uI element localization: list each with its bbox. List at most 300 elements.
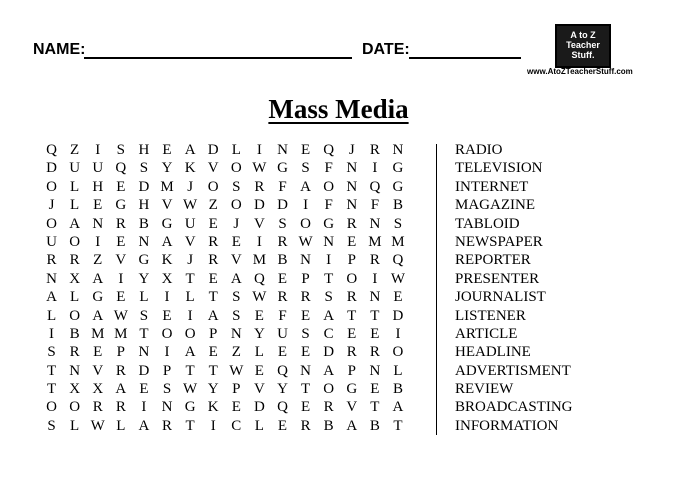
word-list-item: ADVERTISMENT — [455, 362, 571, 379]
grid-letter[interactable]: E — [231, 233, 241, 250]
grid-letter[interactable]: D — [323, 344, 335, 361]
grid-letter[interactable]: U — [277, 325, 288, 342]
grid-letter[interactable]: N — [346, 160, 358, 177]
grid-letter[interactable]: D — [138, 362, 150, 379]
grid-letter[interactable]: T — [46, 381, 57, 398]
grid-row — [40, 307, 410, 325]
grid-letter[interactable]: G — [115, 197, 127, 214]
grid-letter[interactable]: E — [93, 344, 103, 361]
grid-letter[interactable]: S — [139, 160, 149, 177]
grid-letter[interactable]: S — [393, 215, 403, 232]
grid-letter[interactable]: Q — [277, 362, 288, 379]
grid-letter[interactable]: I — [187, 307, 193, 324]
grid-row — [40, 233, 410, 251]
grid-letter[interactable]: N — [230, 325, 242, 342]
grid-letter[interactable]: J — [348, 142, 355, 158]
grid-letter[interactable]: E — [254, 307, 264, 324]
grid-letter[interactable]: N — [138, 233, 150, 250]
grid-row — [40, 325, 410, 343]
grid-letter[interactable]: A — [323, 307, 335, 324]
grid-letter[interactable]: A — [184, 344, 196, 361]
grid-letter[interactable]: D — [253, 197, 265, 214]
grid-letter[interactable]: E — [208, 270, 218, 287]
grid-letter[interactable]: D — [392, 307, 404, 324]
grid-letter[interactable]: Y — [207, 381, 219, 398]
grid-letter[interactable]: L — [70, 417, 80, 434]
grid-row — [40, 398, 410, 416]
grid-letter[interactable]: O — [69, 233, 81, 250]
grid-letter[interactable]: Z — [208, 197, 218, 214]
grid-letter[interactable]: E — [116, 289, 126, 306]
grid-letter[interactable]: G — [92, 289, 104, 306]
grid-letter[interactable]: Z — [70, 142, 80, 158]
grid-letter[interactable]: N — [161, 399, 173, 416]
grid-row — [40, 215, 410, 233]
grid-letter[interactable]: L — [116, 417, 126, 434]
grid-letter[interactable]: N — [300, 362, 311, 379]
grid-letter[interactable]: E — [93, 197, 103, 214]
grid-letter[interactable]: G — [161, 215, 173, 232]
grid-letter[interactable]: S — [232, 307, 241, 324]
grid-letter[interactable]: O — [46, 215, 57, 232]
grid-letter[interactable]: B — [323, 417, 334, 434]
grid-letter[interactable]: N — [369, 362, 381, 379]
grid-letter[interactable]: L — [70, 178, 80, 195]
grid-letter[interactable]: W — [90, 417, 105, 434]
grid-letter[interactable]: T — [347, 307, 357, 324]
grid-letter[interactable]: E — [300, 142, 311, 158]
grid-letter[interactable]: E — [347, 325, 357, 342]
grid-letter[interactable]: W — [229, 362, 244, 379]
grid-letter[interactable]: W — [113, 307, 128, 324]
grid-letter[interactable]: W — [252, 160, 267, 177]
grid-letter[interactable]: E — [277, 270, 288, 287]
grid-letter[interactable]: W — [183, 197, 198, 214]
grid-letter[interactable]: G — [392, 160, 404, 177]
grid-letter[interactable]: N — [92, 215, 104, 232]
grid-letter[interactable]: E — [300, 399, 311, 416]
grid-letter[interactable]: I — [326, 252, 332, 269]
grid-letter[interactable]: E — [277, 417, 288, 434]
grid-letter[interactable]: I — [164, 289, 170, 306]
grid-letter[interactable]: E — [208, 215, 218, 232]
grid-letter[interactable]: D — [207, 142, 219, 158]
grid-letter[interactable]: M — [160, 178, 174, 195]
grid-letter[interactable]: V — [230, 252, 242, 269]
grid-letter[interactable]: O — [69, 307, 81, 324]
date-line[interactable] — [409, 57, 521, 59]
grid-letter[interactable]: R — [346, 215, 357, 232]
grid-letter[interactable]: G — [184, 399, 196, 416]
grid-letter[interactable]: Z — [93, 252, 103, 269]
name-line[interactable] — [84, 57, 352, 59]
grid-letter[interactable]: A — [115, 381, 127, 398]
grid-letter[interactable]: R — [300, 289, 311, 306]
grid-letter[interactable]: I — [210, 417, 216, 434]
grid-letter[interactable]: P — [209, 325, 218, 342]
grid-letter[interactable]: I — [303, 197, 309, 214]
grid-letter[interactable]: V — [184, 233, 196, 250]
word-list-item: TABLOID — [455, 215, 520, 232]
grid-letter[interactable]: O — [46, 178, 57, 195]
grid-letter[interactable]: B — [392, 381, 403, 398]
grid-letter[interactable]: Q — [323, 142, 335, 158]
grid-letter[interactable]: B — [138, 215, 149, 232]
grid-letter[interactable]: W — [252, 289, 267, 306]
word-search-grid — [40, 141, 410, 435]
grid-letter[interactable]: R — [369, 142, 380, 158]
grid-letter[interactable]: U — [184, 215, 196, 232]
grid-row — [40, 380, 410, 398]
grid-letter[interactable]: Q — [46, 142, 57, 158]
grid-letter[interactable]: F — [278, 178, 287, 195]
grid-letter[interactable]: I — [256, 142, 262, 158]
grid-letter[interactable]: E — [300, 307, 311, 324]
grid-letter[interactable]: U — [69, 160, 81, 177]
grid-letter[interactable]: T — [370, 399, 380, 416]
word-list-item: REVIEW — [455, 381, 514, 398]
grid-letter[interactable]: Q — [253, 270, 265, 287]
grid-letter[interactable]: L — [46, 307, 57, 324]
grid-row — [40, 417, 410, 435]
grid-row — [40, 343, 410, 361]
grid-letter[interactable]: M — [368, 233, 382, 250]
grid-letter[interactable]: N — [346, 178, 358, 195]
grid-letter[interactable]: Y — [138, 270, 150, 287]
grid-letter[interactable]: B — [69, 325, 80, 342]
grid-letter[interactable]: R — [208, 233, 219, 250]
grid-letter[interactable]: S — [162, 381, 172, 398]
grid-letter[interactable]: A — [323, 362, 335, 379]
grid-letter[interactable]: E — [254, 362, 264, 379]
logo-line: Stuff. — [571, 50, 595, 60]
grid-letter[interactable]: E — [347, 233, 357, 250]
grid-letter[interactable]: T — [208, 289, 218, 306]
grid-letter[interactable]: V — [115, 252, 127, 269]
grid-letter[interactable]: F — [370, 197, 380, 214]
grid-letter[interactable]: T — [185, 417, 195, 434]
grid-letter[interactable]: O — [161, 325, 173, 342]
grid-letter[interactable]: S — [301, 160, 310, 177]
grid-row — [40, 141, 410, 159]
grid-letter[interactable]: G — [277, 160, 288, 177]
grid-letter[interactable]: T — [185, 362, 195, 379]
grid-letter[interactable]: G — [138, 252, 150, 269]
grid-letter[interactable]: S — [301, 325, 310, 342]
grid-letter[interactable]: I — [372, 160, 378, 177]
grid-letter[interactable]: A — [161, 233, 173, 250]
grid-letter[interactable]: R — [115, 215, 126, 232]
grid-letter[interactable]: O — [323, 381, 335, 398]
grid-letter[interactable]: R — [115, 362, 126, 379]
grid-letter[interactable]: T — [139, 325, 149, 342]
grid-letter[interactable]: O — [392, 344, 404, 361]
grid-letter[interactable]: R — [369, 252, 380, 269]
grid-letter[interactable]: R — [69, 344, 80, 361]
grid-letter[interactable]: Q — [369, 178, 381, 195]
word-list-item: HEADLINE — [455, 344, 531, 361]
grid-letter[interactable]: T — [393, 417, 403, 434]
grid-letter[interactable]: H — [138, 142, 150, 158]
grid-letter[interactable]: O — [346, 270, 358, 287]
grid-letter[interactable]: I — [95, 142, 101, 158]
grid-letter[interactable]: S — [324, 289, 333, 306]
grid-letter[interactable]: D — [253, 399, 265, 416]
grid-letter[interactable]: N — [138, 344, 150, 361]
grid-letter[interactable]: J — [48, 197, 55, 214]
grid-letter[interactable]: F — [324, 160, 333, 177]
grid-letter[interactable]: S — [47, 417, 56, 434]
grid-letter[interactable]: X — [69, 381, 81, 398]
grid-letter[interactable]: X — [161, 270, 173, 287]
grid-letter[interactable]: J — [187, 178, 194, 195]
grid-letter[interactable]: R — [277, 233, 288, 250]
grid-letter[interactable]: P — [162, 362, 172, 379]
grid-letter[interactable]: Q — [115, 160, 127, 177]
grid-letter[interactable]: H — [92, 178, 104, 195]
grid-letter[interactable]: L — [185, 289, 195, 306]
grid-letter[interactable]: J — [187, 252, 194, 269]
grid-letter[interactable]: A — [230, 270, 242, 287]
grid-letter[interactable]: T — [324, 270, 334, 287]
grid-letter[interactable]: O — [323, 178, 335, 195]
grid-letter[interactable]: I — [164, 344, 170, 361]
grid-letter[interactable]: M — [391, 233, 405, 250]
grid-letter[interactable]: Y — [161, 160, 173, 177]
word-list-item: NEWSPAPER — [455, 233, 543, 250]
grid-letter[interactable]: B — [277, 252, 288, 269]
logo-line: Teacher — [566, 40, 600, 50]
grid-letter[interactable]: O — [230, 160, 242, 177]
grid-letter[interactable]: B — [392, 197, 403, 214]
grid-letter[interactable]: P — [347, 252, 356, 269]
grid-letter[interactable]: I — [395, 325, 401, 342]
word-list-item: BROADCASTING — [455, 399, 573, 416]
grid-letter[interactable]: L — [139, 289, 149, 306]
grid-letter[interactable]: G — [392, 178, 404, 195]
grid-letter[interactable]: R — [115, 399, 126, 416]
grid-letter[interactable]: L — [231, 142, 241, 158]
grid-row — [40, 288, 410, 306]
grid-letter[interactable]: T — [370, 307, 380, 324]
grid-letter[interactable]: O — [207, 178, 219, 195]
grid-letter[interactable]: S — [47, 344, 56, 361]
grid-letter[interactable]: D — [138, 178, 150, 195]
grid-letter[interactable]: T — [208, 362, 218, 379]
grid-letter[interactable]: L — [254, 417, 264, 434]
grid-letter[interactable]: I — [256, 233, 262, 250]
grid-letter[interactable]: V — [253, 215, 265, 232]
grid-letter[interactable]: P — [301, 270, 310, 287]
grid-letter[interactable]: B — [369, 417, 380, 434]
grid-letter[interactable]: E — [116, 233, 126, 250]
grid-letter[interactable]: W — [390, 270, 406, 287]
grid-letter[interactable]: E — [116, 178, 126, 195]
word-list-item: ARTICLE — [455, 325, 518, 342]
grid-letter[interactable]: N — [323, 233, 335, 250]
grid-row — [40, 178, 410, 196]
grid-letter[interactable]: F — [324, 197, 333, 214]
grid-letter[interactable]: I — [372, 270, 378, 287]
grid-letter[interactable]: L — [70, 197, 80, 214]
grid-letter[interactable]: K — [184, 160, 196, 177]
grid-letter[interactable]: T — [185, 270, 195, 287]
grid-letter[interactable]: E — [393, 289, 403, 306]
grid-letter[interactable]: E — [162, 307, 172, 324]
grid-letter[interactable]: S — [116, 142, 125, 158]
grid-letter[interactable]: R — [346, 344, 357, 361]
grid-letter[interactable]: A — [184, 142, 196, 158]
grid-letter[interactable]: Y — [253, 325, 265, 342]
grid-letter[interactable]: A — [346, 417, 358, 434]
grid-letter[interactable]: Q — [392, 252, 404, 269]
grid-letter[interactable]: M — [114, 325, 128, 342]
grid-letter[interactable]: R — [254, 178, 265, 195]
grid-letter[interactable]: R — [208, 252, 219, 269]
grid-letter[interactable]: O — [69, 399, 81, 416]
grid-row — [40, 251, 410, 269]
grid-letter[interactable]: A — [92, 270, 104, 287]
grid-letter[interactable]: R — [46, 252, 57, 269]
grid-letter[interactable]: W — [183, 381, 198, 398]
grid-letter[interactable]: I — [118, 270, 124, 287]
grid-letter[interactable]: I — [141, 399, 147, 416]
grid-letter[interactable]: I — [49, 325, 55, 342]
grid-letter[interactable]: P — [347, 362, 356, 379]
word-list-item: JOURNALIST — [455, 289, 546, 306]
grid-letter[interactable]: O — [230, 197, 242, 214]
grid-letter[interactable]: I — [95, 233, 101, 250]
grid-letter[interactable]: G — [346, 381, 358, 398]
grid-letter[interactable]: Z — [231, 344, 241, 361]
grid-letter[interactable]: N — [277, 142, 288, 158]
grid-letter[interactable]: N — [346, 197, 358, 214]
grid-letter[interactable]: T — [46, 362, 57, 379]
column-divider — [436, 144, 437, 435]
grid-letter[interactable]: R — [277, 289, 288, 306]
date-label: DATE: — [362, 41, 410, 58]
grid-letter[interactable]: N — [369, 289, 381, 306]
grid-letter[interactable]: M — [252, 252, 267, 269]
grid-letter[interactable]: C — [323, 325, 334, 342]
grid-letter[interactable]: R — [369, 344, 380, 361]
grid-letter[interactable]: R — [300, 417, 311, 434]
grid-letter[interactable]: F — [278, 307, 287, 324]
grid-letter[interactable]: E — [370, 381, 380, 398]
grid-letter[interactable]: L — [70, 289, 80, 306]
grid-letter[interactable]: O — [46, 399, 57, 416]
grid-letter[interactable]: N — [300, 252, 311, 269]
word-list-item: PRESENTER — [455, 270, 540, 287]
grid-letter[interactable]: A — [392, 399, 404, 416]
grid-letter[interactable]: X — [92, 381, 104, 398]
grid-row — [40, 362, 410, 380]
grid-letter[interactable]: L — [254, 344, 264, 361]
grid-letter[interactable]: E — [231, 399, 241, 416]
grid-letter[interactable]: Q — [277, 399, 288, 416]
grid-letter[interactable]: T — [300, 381, 311, 398]
grid-letter[interactable]: A — [46, 289, 57, 306]
grid-letter[interactable]: V — [253, 381, 265, 398]
grid-letter[interactable]: A — [207, 307, 219, 324]
grid-letter[interactable]: P — [232, 381, 241, 398]
grid-letter[interactable]: K — [207, 399, 219, 416]
grid-letter[interactable]: E — [300, 344, 311, 361]
grid-letter[interactable]: O — [300, 215, 311, 232]
grid-letter[interactable]: N — [69, 362, 81, 379]
grid-letter[interactable]: V — [207, 160, 219, 177]
grid-letter[interactable]: K — [161, 252, 173, 269]
logo-url: www.AtoZTeacherStuff.com — [527, 67, 633, 76]
grid-letter[interactable]: R — [92, 399, 103, 416]
grid-letter[interactable]: W — [298, 233, 313, 250]
grid-letter[interactable]: R — [162, 417, 173, 434]
grid-letter[interactable]: O — [184, 325, 196, 342]
grid-letter[interactable]: R — [346, 289, 357, 306]
grid-letter[interactable]: E — [208, 344, 218, 361]
word-list-item: RADIO — [455, 142, 503, 158]
grid-letter[interactable]: D — [46, 160, 57, 177]
grid-row — [40, 270, 410, 288]
a-to-z-teacher-stuff-logo — [555, 24, 611, 68]
grid-letter[interactable]: X — [69, 270, 81, 287]
word-list-item: TELEVISION — [455, 160, 543, 177]
grid-letter[interactable]: R — [323, 399, 334, 416]
grid-letter[interactable]: U — [46, 233, 57, 250]
grid-letter[interactable]: E — [277, 344, 288, 361]
grid-letter[interactable]: M — [91, 325, 105, 342]
name-label: NAME: — [33, 41, 86, 58]
grid-letter[interactable]: E — [370, 325, 380, 342]
grid-letter[interactable]: N — [46, 270, 57, 287]
grid-letter[interactable]: H — [138, 197, 150, 214]
grid-letter[interactable]: V — [161, 197, 173, 214]
grid-letter[interactable]: V — [346, 399, 358, 416]
grid-letter[interactable]: N — [369, 215, 381, 232]
grid-letter[interactable]: A — [69, 215, 81, 232]
word-list — [455, 141, 573, 435]
page-title — [0, 93, 677, 125]
grid-letter[interactable]: L — [393, 362, 403, 379]
grid-letter[interactable]: U — [92, 160, 104, 177]
grid-letter[interactable]: N — [392, 142, 404, 158]
word-list-item: MAGAZINE — [455, 197, 535, 214]
word-list-item: REPORTER — [455, 252, 531, 269]
grid-letter[interactable]: D — [277, 197, 288, 214]
grid-letter[interactable]: P — [116, 344, 125, 361]
grid-letter[interactable]: S — [139, 307, 149, 324]
grid-letter[interactable]: C — [231, 417, 242, 434]
grid-letter[interactable]: A — [300, 178, 311, 195]
grid-letter[interactable]: S — [232, 178, 241, 195]
grid-letter[interactable]: S — [278, 215, 287, 232]
grid-letter[interactable]: A — [138, 417, 150, 434]
grid-row — [40, 196, 410, 214]
grid-letter[interactable]: E — [139, 381, 149, 398]
grid-row — [40, 159, 410, 177]
grid-letter[interactable]: R — [69, 252, 80, 269]
word-list-item: INFORMATION — [455, 417, 559, 434]
grid-letter[interactable]: A — [92, 307, 104, 324]
word-list-item: INTERNET — [455, 178, 529, 195]
grid-letter[interactable]: V — [92, 362, 104, 379]
grid-letter[interactable]: G — [323, 215, 335, 232]
word-list-item: LISTENER — [455, 307, 526, 324]
grid-letter[interactable]: Y — [277, 381, 288, 398]
grid-letter[interactable]: E — [162, 142, 172, 158]
grid-letter[interactable]: J — [233, 215, 240, 232]
grid-letter[interactable]: S — [232, 289, 241, 306]
